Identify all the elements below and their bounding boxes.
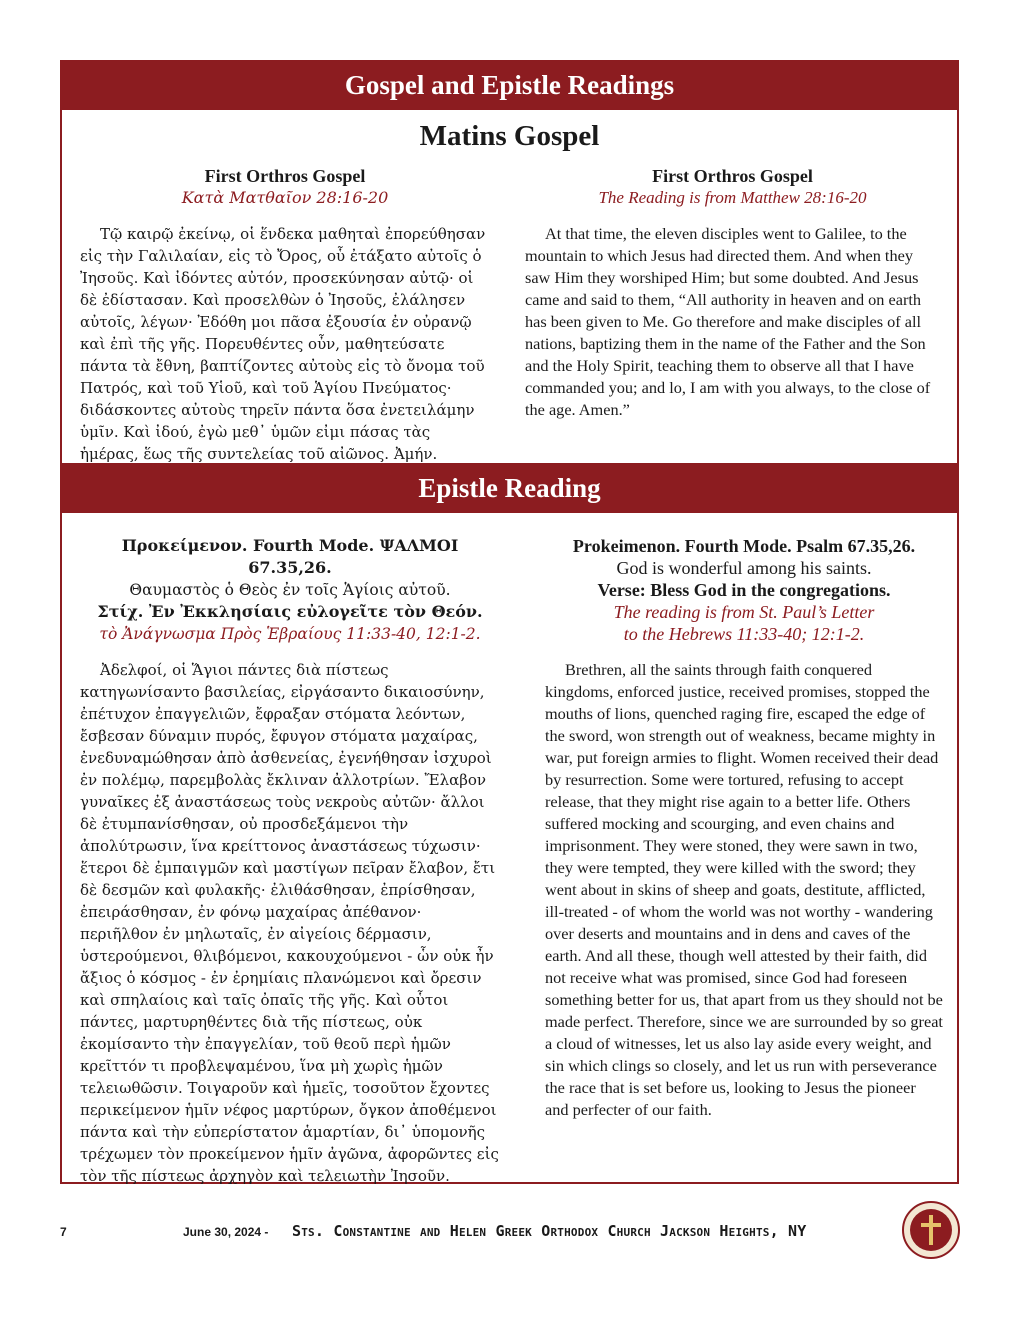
greek-gospel-heading: First Orthros Gospel (204, 166, 366, 186)
greek-epistle-reference: τὸ Ἀνάγνωσμα Πρὸς Ἑβραίους 11:33-40, 12:1-2. (99, 625, 481, 643)
greek-gospel-reference: Κατὰ Ματθαῖον 28:16-20 (181, 188, 389, 207)
greek-prokeimenon: Προκείμενον. Fourth Mode. ΨΑΛΜΟΙ 67.35,26. (121, 536, 459, 577)
english-prokeimenon-verse: God is wonderful among his saints. (616, 558, 872, 578)
greek-prokeimenon-verse: Θαυμαστὸς ὁ Θεὸς ἐν τοῖς Ἁγίοις αὐτοῦ. (129, 581, 451, 599)
epistle-reading-banner: Epistle Reading (60, 463, 959, 513)
footer-church-name: Sts. Constantine and Helen Greek Orthodox Church Jackson Heights, NY (292, 1222, 807, 1240)
page-number: 7 (60, 1225, 67, 1239)
greek-stich: Στίχ. Ἐν Ἐκκλησίαις εὐλογεῖτε τὸν Θεόν. (97, 602, 483, 621)
epistle-greek-column (80, 535, 500, 1187)
english-epistle-reference-line2: to the Hebrews 11:33-40; 12:1-2. (623, 624, 865, 644)
page-footer (0, 1222, 1020, 1246)
english-prokeimenon: Prokeimenon. Fourth Mode. Psalm 67.35,26. (572, 536, 916, 556)
epistle-english-column (545, 535, 943, 1121)
english-stich: Verse: Bless God in the congregations. (597, 580, 891, 600)
english-gospel-text: At that time, the eleven disciples went to Galilee, to the mountain to which Jesus had directed them. And when they saw Him they worshiped Him; but some doubted. And Jesus came and said to them, “All authority in heaven and on earth has been given to Me. Go therefore and make disciples of all nations, baptizing them in the name of the Father and the Son and the Holy Spirit, teaching them to observe all that I have commanded you; and lo, I am with you always, to the close of the age. Amen.” (525, 224, 931, 419)
greek-epistle-text: Ἀδελφοί, οἱ Ἅγιοι πάντες διὰ πίστεως κατηγωνίσαντο βασιλείας, εἰργάσαντο δικαιοσύνην, ἐπέτυχον ἐπαγγελιῶν, ἔφραξαν στόματα λεόντων, ἔσβεσαν δύναμιν πυρός, ἔφυγον στόματα μαχαίρας, ἐνεδυναμώθησαν ἀπὸ ἀσθενείας, ἐγενήθησαν ἰσχυροὶ ἐν πολέμῳ, παρεμβολὰς ἔκλιναν ἀλλοτρίων. Ἔλαβον γυναῖκες ἐξ ἀναστάσεως τοὺς νεκροὺς αὐτῶν· ἄλλοι δὲ ἐτυμπανίσθησαν, οὐ προσδεξάμενοι τὴν ἀπολύτρωσιν, ἵνα κρείττονος ἀναστάσεως τύχωσιν· ἕτεροι δὲ ἐμπαιγμῶν καὶ μαστίγων πεῖραν ἔλαβον, ἔτι δὲ δεσμῶν καὶ φυλακῆς· ἐλιθάσθησαν, ἐπρίσθησαν, ἐπειράσθησαν, ἐν φόνῳ μαχαίρας ἀπέθανον· περιῆλθον ἐν μηλωταῖς, ἐν αἰγείοις δέρμασιν, ὑστερούμενοι, θλιβόμενοι, κακουχούμενοι - ὧν οὐκ ἦν ἄξιος ὁ κόσμος - ἐν ἐρημίαις πλανώμενοι καὶ ὄρεσιν καὶ σπηλαίοις καὶ ταῖς ὀπαῖς τῆς γῆς. Καὶ οὗτοι πάντες, μαρτυρηθέντες διὰ τῆς πίστεως, οὐκ ἐκομίσαντο τὴν ἐπαγγελίαν, τοῦ θεοῦ περὶ ἡμῶν κρεῖττόν τι προβλεψαμένου, ἵνα μὴ χωρὶς ἡμῶν τελειωθῶσιν. Τοιγαροῦν καὶ ἡμεῖς, τοσοῦτον ἔχοντες περικείμενον ἡμῖν νέφος μαρτύρων, ὄγκον ἀποθέμενοι πάντα καὶ τὴν εὐπερίστατον ἁμαρτίαν, δι᾽ ὑπομονῆς τρέχωμεν τὸν προκείμενον ἡμῖν ἀγῶνα, ἀφορῶντες εἰς τὸν τῆς πίστεως ἀρχηγὸν καὶ τελειωτὴν Ἰησοῦν. (80, 661, 499, 1185)
matins-english-column (525, 165, 940, 421)
english-epistle-text: Brethren, all the saints through faith conquered kingdoms, enforced justice, received promises, stopped the mouths of lions, quenched raging fire, escaped the edge of the sword, won strength out of weakness, became mighty in war, put foreign armies to flight. Women received their dead by resurrection. Some were tortured, refusing to accept release, that they might rise again to a better life. Others suffered mocking and scourging, and even chains and imprisonment. They were stoned, they were sawn in two, they were tempted, they were killed with the sword; they went about in skins of sheep and goats, destitute, afflicted, ill-treated - of whom the world was not worthy - wandering over deserts and mountains and in dens and caves of the earth. And all these, though well attested by their faith, did not receive what was promised, since God had foreseen something better for us, that apart from us they should not be made perfect. Therefore, since we are surrounded by so great a cloud of witnesses, let us also lay aside every weight, and sin which clings so closely, and let us run with perseverance the race that is set before us, looking to Jesus the pioneer and perfecter of our faith. (545, 660, 943, 1119)
footer-date: June 30, 2024 - (183, 1225, 269, 1239)
church-seal-icon (902, 1201, 960, 1259)
matins-gospel-title: Matins Gospel (419, 120, 600, 152)
english-gospel-heading: First Orthros Gospel (652, 166, 813, 186)
english-epistle-reference-line1: The reading is from St. Paul’s Letter (613, 602, 875, 622)
greek-gospel-text: Τῷ καιρῷ ἐκείνῳ, οἱ ἕνδεκα μαθηταὶ ἐπορεύθησαν εἰς τὴν Γαλιλαίαν, εἰς τὸ Ὄρος, οὗ ἐτάξατο αὐτοῖς ὁ Ἰησοῦς. Καὶ ἰδόντες αὐτόν, προσεκύνησαν αὐτῷ· οἱ δὲ ἐδίστασαν. Καὶ προσελθὼν ὁ Ἰησοῦς, ἐλάλησεν αὐτοῖς, λέγων· Ἐδόθη μοι πᾶσα ἐξουσία ἐν οὐρανῷ καὶ ἐπὶ τῆς γῆς. Πορευθέντες οὖν, μαθητεύσατε πάντα τὰ ἔθνη, βαπτίζοντες αὐτοὺς εἰς τὸ ὄνομα τοῦ Πατρός, καὶ τοῦ Υἱοῦ, καὶ τοῦ Ἁγίου Πνεύματος· διδάσκοντες αὐτοὺς τηρεῖν πάντα ὅσα ἐνετειλάμην ὑμῖν. Καὶ ἰδού, ἐγὼ μεθ᾽ ὑμῶν εἰμι πάσας τὰς ἡμέρας, ἕως τῆς συντελείας τοῦ αἰῶνος. Ἀμήν. (80, 225, 486, 463)
seal-inner (910, 1209, 952, 1251)
english-gospel-reference: The Reading is from Matthew 28:16-20 (598, 188, 867, 207)
gospel-epistle-banner: Gospel and Epistle Readings (60, 60, 959, 110)
matins-greek-column (80, 165, 490, 465)
